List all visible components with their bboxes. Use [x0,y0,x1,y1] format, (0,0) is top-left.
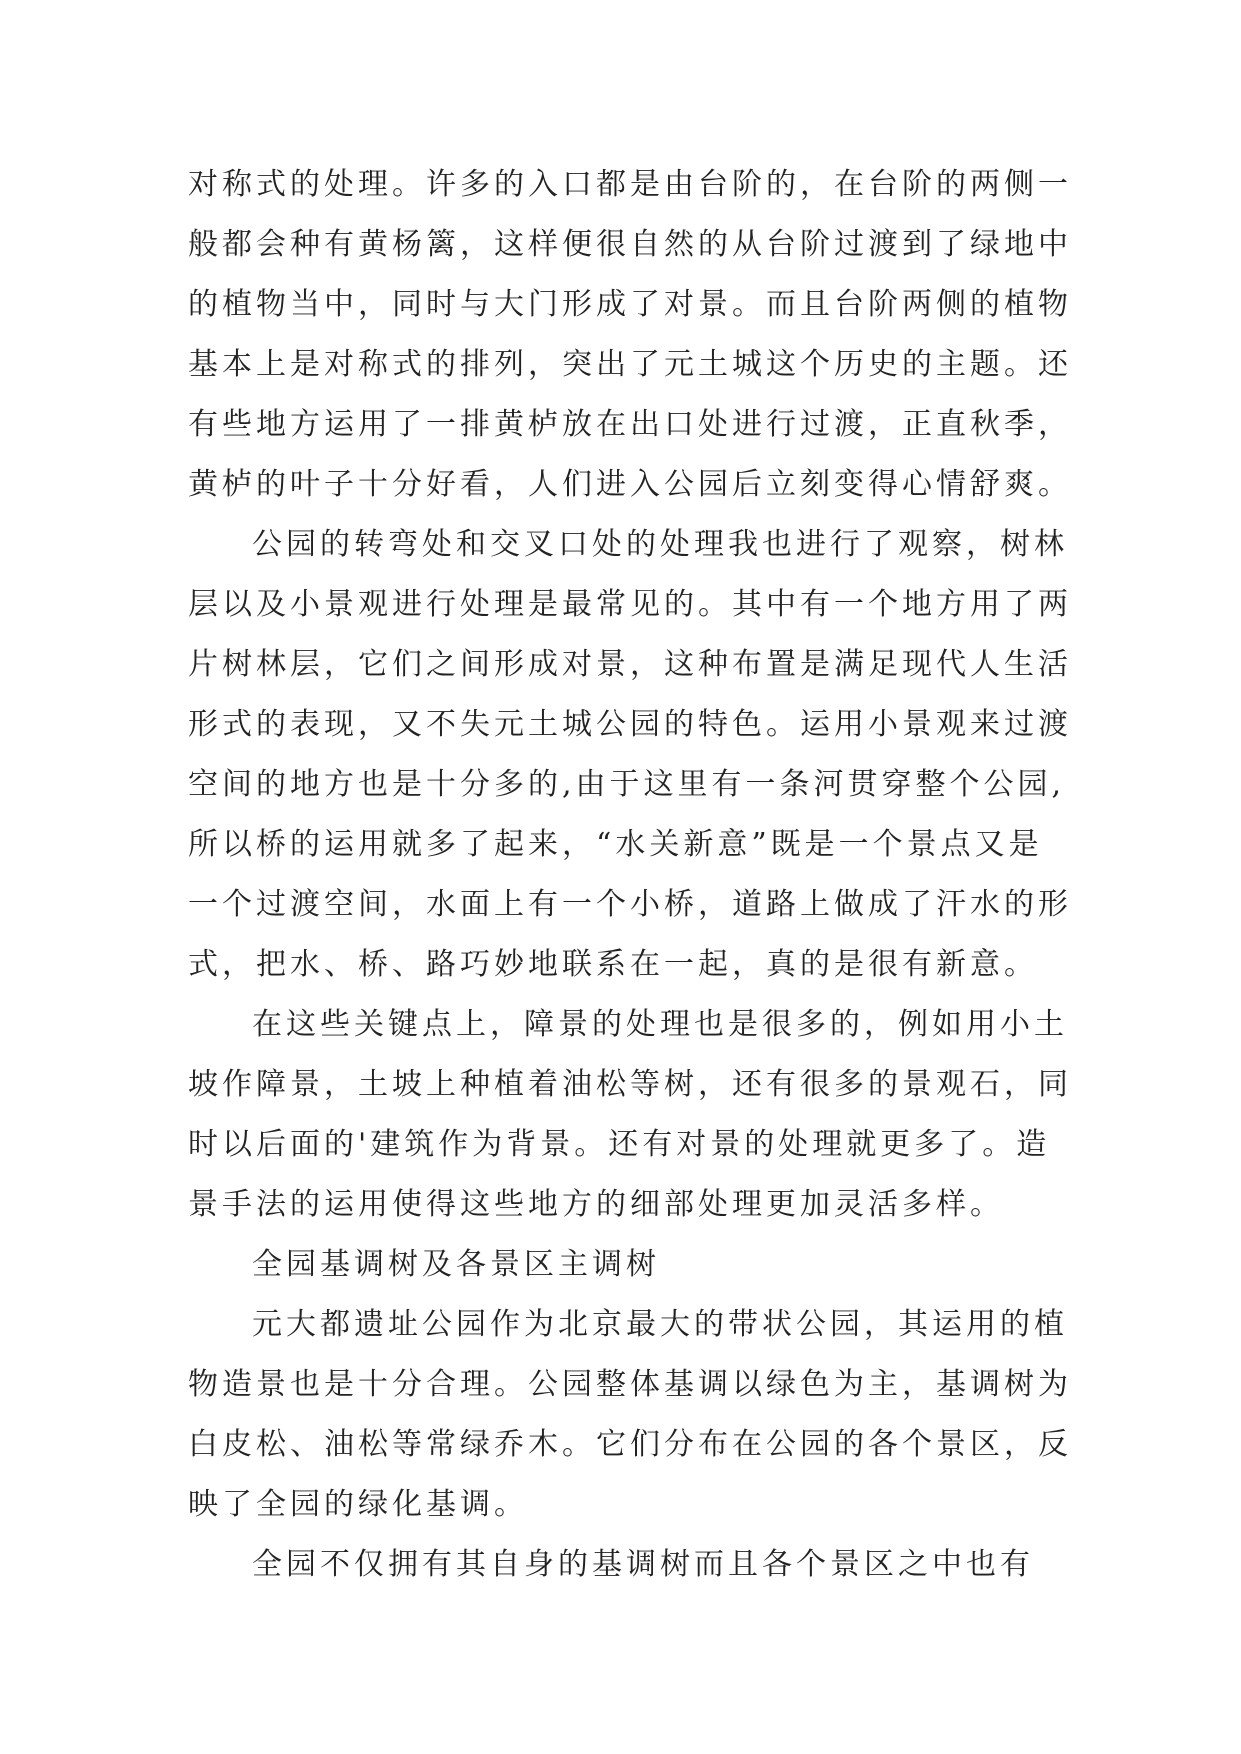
text-line: 的植物当中，同时与大门形成了对景。而且台阶两侧的植物 [188,287,1072,322]
text-line: 形式的表现，又不失元土城公园的特色。运用小景观来过渡 [188,707,1072,742]
text-line: 片树林层，它们之间形成对景，这种布置是满足现代人生活 [188,647,1072,682]
section-heading: 全园基调树及各景区主调树 [252,1247,660,1282]
text-line: 般都会种有黄杨篱，这样便很自然的从台阶过渡到了绿地中 [188,227,1072,262]
text-line: 物造景也是十分合理。公园整体基调以绿色为主，基调树为 [188,1367,1072,1402]
paragraph-first-line: 在这些关键点上，障景的处理也是很多的，例如用小土 [252,1007,1068,1042]
text-line: 有些地方运用了一排黄栌放在出口处进行过渡，正直秋季， [188,407,1072,442]
text-line: 层以及小景观进行处理是最常见的。其中有一个地方用了两 [188,587,1072,622]
paragraph-first-line: 元大都遗址公园作为北京最大的带状公园，其运用的植 [252,1307,1068,1342]
text-line: 坡作障景，土坡上种植着油松等树，还有很多的景观石，同 [188,1067,1072,1102]
text-line: 时以后面的'建筑作为背景。还有对景的处理就更多了。造 [188,1127,1051,1162]
text-line: 基本上是对称式的排列，突出了元土城这个历史的主题。还 [188,347,1072,382]
text-line: 对称式的处理。许多的入口都是由台阶的，在台阶的两侧一 [188,167,1072,202]
text-line: 一个过渡空间，水面上有一个小桥，道路上做成了汗水的形 [188,887,1072,922]
text-line: 景手法的运用使得这些地方的细部处理更加灵活多样。 [188,1187,1004,1222]
body-text [188,155,1072,1595]
text-line: 白皮松、油松等常绿乔木。它们分布在公园的各个景区，反 [188,1427,1072,1462]
text-line: 所以桥的运用就多了起来，“水关新意”既是一个景点又是 [188,827,1043,862]
text-line: 映了全园的绿化基调。 [188,1487,528,1522]
paragraph-first-line: 公园的转弯处和交叉口处的处理我也进行了观察，树林 [252,527,1068,562]
text-line: 黄栌的叶子十分好看，人们进入公园后立刻变得心情舒爽。 [188,467,1072,502]
text-line: 式，把水、桥、路巧妙地联系在一起，真的是很有新意。 [188,947,1038,982]
text-line: 空间的地方也是十分多的,由于这里有一条河贯穿整个公园, [188,767,1066,802]
paragraph-first-line: 全园不仅拥有其自身的基调树而且各个景区之中也有 [252,1547,1034,1582]
